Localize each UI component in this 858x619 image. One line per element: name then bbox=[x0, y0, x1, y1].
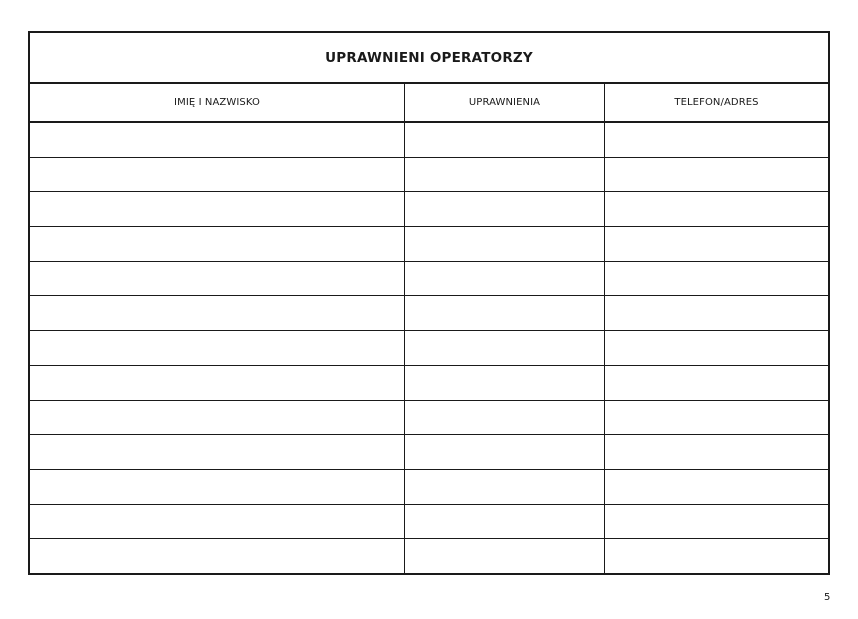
table-header bbox=[30, 84, 828, 123]
name-cell[interactable] bbox=[30, 123, 405, 157]
table-row bbox=[30, 262, 828, 297]
name-cell[interactable] bbox=[30, 331, 405, 365]
permissions-cell[interactable] bbox=[405, 296, 605, 330]
name-cell[interactable] bbox=[30, 366, 405, 400]
phone-address-cell[interactable] bbox=[605, 401, 828, 435]
table-row bbox=[30, 435, 828, 470]
table-row bbox=[30, 505, 828, 540]
phone-address-cell[interactable] bbox=[605, 158, 828, 192]
phone-address-cell[interactable] bbox=[605, 539, 828, 574]
permissions-cell[interactable] bbox=[405, 505, 605, 539]
name-cell[interactable] bbox=[30, 435, 405, 469]
form-title: UPRAWNIENI OPERATORZY bbox=[30, 33, 828, 84]
permissions-cell[interactable] bbox=[405, 123, 605, 157]
permissions-cell[interactable] bbox=[405, 539, 605, 574]
permissions-cell[interactable] bbox=[405, 227, 605, 261]
permissions-cell[interactable] bbox=[405, 331, 605, 365]
phone-address-cell[interactable] bbox=[605, 296, 828, 330]
name-cell[interactable] bbox=[30, 401, 405, 435]
operators-form bbox=[28, 31, 830, 575]
page-number: 5 bbox=[824, 592, 831, 603]
phone-address-cell[interactable] bbox=[605, 227, 828, 261]
column-header-permissions: UPRAWNIENIA bbox=[405, 84, 605, 121]
phone-address-cell[interactable] bbox=[605, 470, 828, 504]
table-row bbox=[30, 470, 828, 505]
table-row bbox=[30, 296, 828, 331]
name-cell[interactable] bbox=[30, 192, 405, 226]
table-row bbox=[30, 227, 828, 262]
phone-address-cell[interactable] bbox=[605, 262, 828, 296]
table-row bbox=[30, 192, 828, 227]
name-cell[interactable] bbox=[30, 470, 405, 504]
name-cell[interactable] bbox=[30, 262, 405, 296]
column-header-name: IMIĘ I NAZWISKO bbox=[30, 84, 405, 121]
permissions-cell[interactable] bbox=[405, 366, 605, 400]
table-row bbox=[30, 401, 828, 436]
permissions-cell[interactable] bbox=[405, 401, 605, 435]
table-row bbox=[30, 331, 828, 366]
name-cell[interactable] bbox=[30, 505, 405, 539]
table-row bbox=[30, 366, 828, 401]
phone-address-cell[interactable] bbox=[605, 192, 828, 226]
permissions-cell[interactable] bbox=[405, 262, 605, 296]
phone-address-cell[interactable] bbox=[605, 435, 828, 469]
table-row bbox=[30, 123, 828, 158]
phone-address-cell[interactable] bbox=[605, 331, 828, 365]
permissions-cell[interactable] bbox=[405, 192, 605, 226]
phone-address-cell[interactable] bbox=[605, 505, 828, 539]
permissions-cell[interactable] bbox=[405, 158, 605, 192]
permissions-cell[interactable] bbox=[405, 470, 605, 504]
phone-address-cell[interactable] bbox=[605, 366, 828, 400]
table-row bbox=[30, 539, 828, 574]
phone-address-cell[interactable] bbox=[605, 123, 828, 157]
column-header-phone-address: TELEFON/ADRES bbox=[674, 97, 759, 108]
name-cell[interactable] bbox=[30, 539, 405, 574]
table-row bbox=[30, 158, 828, 193]
name-cell[interactable] bbox=[30, 227, 405, 261]
name-cell[interactable] bbox=[30, 158, 405, 192]
permissions-cell[interactable] bbox=[405, 435, 605, 469]
name-cell[interactable] bbox=[30, 296, 405, 330]
table-body bbox=[30, 123, 828, 574]
